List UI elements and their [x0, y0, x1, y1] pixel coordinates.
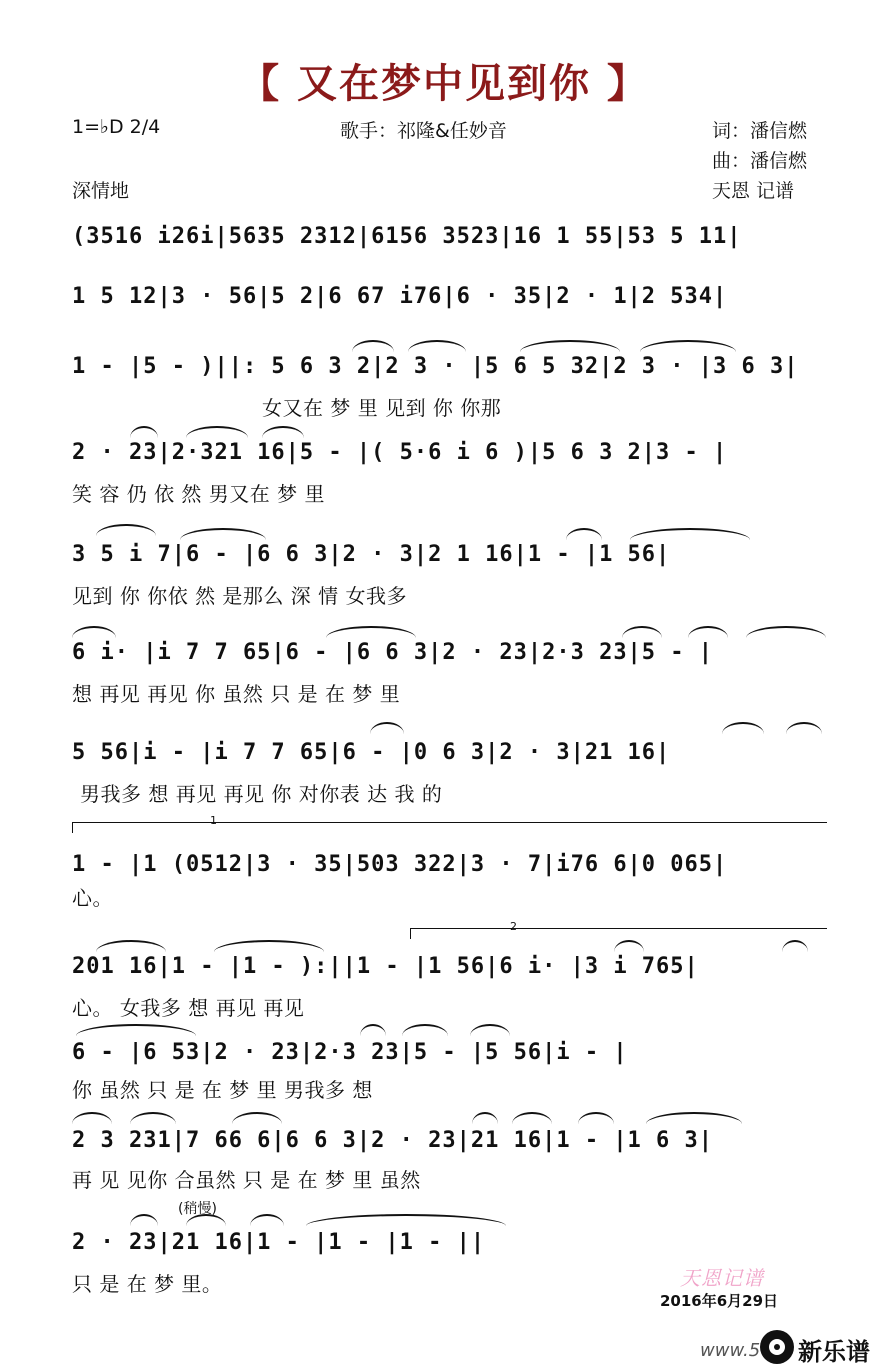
- transcriber-stamp: 天恩记谱: [680, 1266, 764, 1290]
- lyric-row-12: 只 是 在 梦 里。: [72, 1272, 223, 1296]
- tempo-marking: 深情地: [72, 180, 130, 202]
- slur: [520, 340, 620, 352]
- slur: [352, 340, 394, 352]
- volta-bracket-2: [410, 928, 827, 939]
- slur: [130, 1214, 158, 1226]
- lyric-row-9: 心。 女我多 想 再见 再见: [72, 996, 305, 1020]
- score-row-8: 1 - |1 (0512|3 · 35|503 322|3 · 7|i76 6|0 065|: [72, 852, 728, 877]
- lyric-row-8: 心。: [72, 886, 113, 910]
- slur: [76, 1024, 196, 1036]
- score-row-2: 1 5 12|3 · 56|5 2|6 67 i76|6 · 35|2 · 1|2 534|: [72, 284, 728, 309]
- score-row-9: 201 16|1 - |1 - ):||1 - |1 56|6 i· |3 i 765|: [72, 954, 699, 979]
- slur: [722, 722, 764, 734]
- vinyl-record-icon: [760, 1330, 794, 1364]
- page-title: 【 又在梦中见到你 】: [239, 61, 649, 107]
- key-signature: 1=♭D 2/4: [72, 116, 161, 138]
- slur: [326, 626, 416, 638]
- slur: [746, 626, 826, 638]
- slur: [622, 626, 662, 638]
- slur: [614, 940, 644, 952]
- score-row-5: 3 5 i 7|6 - |6 6 3|2 · 3|2 1 16|1 - |1 56|: [72, 542, 671, 567]
- score-row-11: 2 3 231|7 66 6|6 6 3|2 · 23|21 16|1 - |1 6 3|: [72, 1128, 714, 1153]
- transcriber-credit: 天恩 记谱: [712, 180, 795, 202]
- transcription-date: 2016年6月29日: [660, 1292, 779, 1310]
- lyric-row-10: 你 虽然 只 是 在 梦 里 男我多 想: [72, 1078, 373, 1102]
- slur: [214, 940, 324, 952]
- lyricist-credit: 词：潘信燃: [712, 120, 808, 142]
- slur: [360, 1024, 386, 1036]
- slur: [578, 1112, 614, 1124]
- score-row-4: 2 · 23|2·321 16|5 - |( 5·6 i 6 )|5 6 3 2|3 - |: [72, 440, 728, 465]
- lyric-row-5: 见到 你 你依 然 是那么 深 情 女我多: [72, 584, 408, 608]
- slur: [186, 426, 248, 438]
- slur: [640, 340, 736, 352]
- lyric-row-6: 想 再见 再见 你 虽然 只 是 在 梦 里: [72, 682, 401, 706]
- slur: [370, 722, 404, 734]
- volta-number-1: 1: [210, 814, 217, 827]
- slur: [232, 1112, 282, 1124]
- slur: [96, 524, 156, 536]
- slur: [786, 722, 822, 734]
- slur: [646, 1112, 742, 1124]
- lyric-row-7: 男我多 想 再见 再见 你 对你表 达 我 的: [80, 782, 443, 806]
- volta-bracket-1: [72, 822, 827, 833]
- score-row-1: (3516 i26i|5635 2312|6156 3523|16 1 55|53 5 11|: [72, 224, 742, 249]
- slur: [72, 1112, 112, 1124]
- score-row-6: 6 i· |i 7 7 65|6 - |6 6 3|2 · 23|2·3 23|5 - |: [72, 640, 714, 665]
- slur: [130, 1112, 176, 1124]
- lyric-row-4: 笑 容 仍 依 然 男又在 梦 里: [72, 482, 326, 506]
- slur: [782, 940, 808, 952]
- score-row-10: 6 - |6 53|2 · 23|2·3 23|5 - |5 56|i - |: [72, 1040, 628, 1065]
- slur: [470, 1024, 510, 1036]
- score-row-7: 5 56|i - |i 7 7 65|6 - |0 6 3|2 · 3|21 16|: [72, 740, 671, 765]
- singer-credit: 歌手：祁隆&任妙音: [340, 120, 507, 142]
- score-row-3: 1 - |5 - )||: 5 6 3 2|2 3 · |5 6 5 32|2 3 · |3 6 3|: [72, 354, 799, 379]
- slur: [512, 1112, 552, 1124]
- slur: [262, 426, 304, 438]
- slowdown-marking: (稍慢): [178, 1201, 217, 1217]
- slur: [306, 1214, 506, 1226]
- volta-number-2: 2: [510, 920, 517, 933]
- score-row-12: 2 · 23|21 16|1 - |1 - |1 - ||: [72, 1230, 486, 1255]
- slur: [688, 626, 728, 638]
- slur: [96, 940, 166, 952]
- slur: [402, 1024, 448, 1036]
- slur: [250, 1214, 284, 1226]
- slur: [472, 1112, 498, 1124]
- slur: [180, 528, 266, 540]
- site-logo: 新乐谱: [798, 1338, 870, 1366]
- lyric-row-3: 女又在 梦 里 见到 你 你那: [262, 396, 502, 420]
- slur: [566, 528, 602, 540]
- slur: [130, 426, 158, 438]
- slur: [72, 626, 116, 638]
- slur: [408, 340, 466, 352]
- slur: [630, 528, 750, 540]
- site-watermark: www.5: [700, 1340, 761, 1361]
- composer-credit: 曲：潘信燃: [712, 150, 808, 172]
- lyric-row-11: 再 见 见你 合虽然 只 是 在 梦 里 虽然: [72, 1168, 421, 1192]
